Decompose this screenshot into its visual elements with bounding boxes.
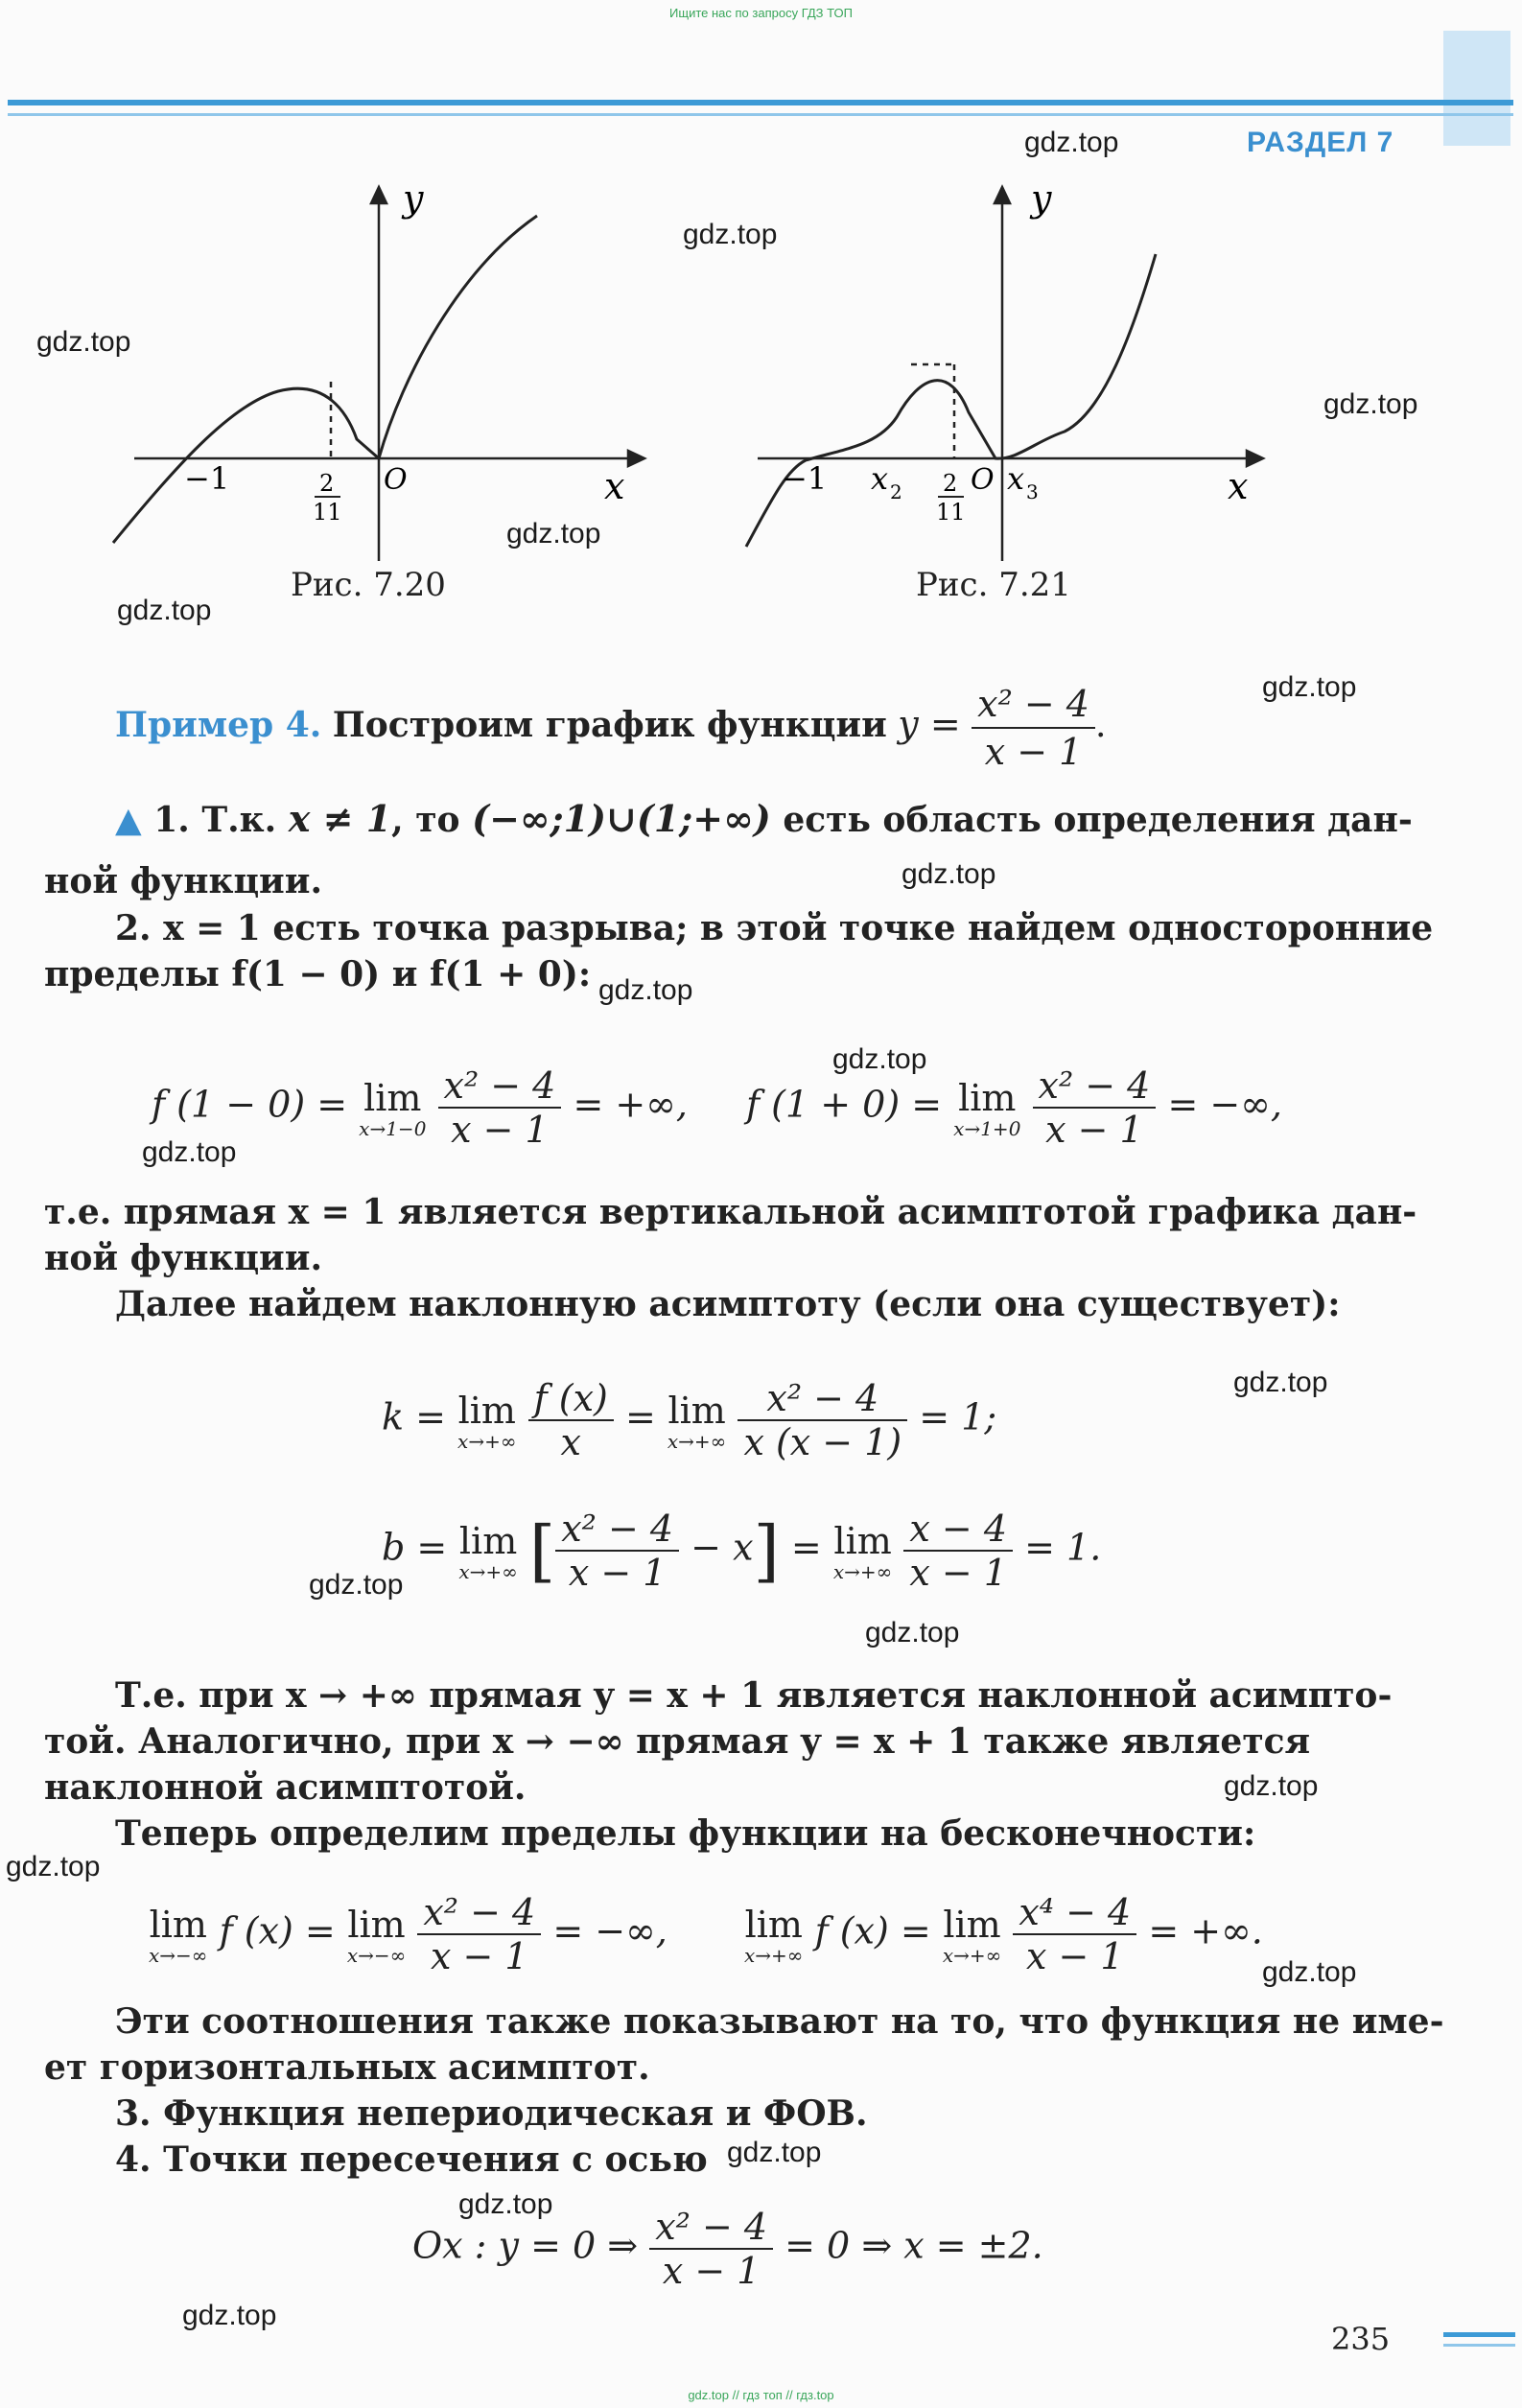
paragraph-5-line-1: Эти соотношения также показывают на то, что функция не име- [115,2001,1444,2042]
axis-label-x: x [604,465,625,507]
watermark: gdz.top [1224,1770,1319,1802]
triangle-icon: ▲ [115,800,142,840]
paragraph-3-line-3: Далее найдем наклонную асимптоту (если она существует): [115,1284,1341,1324]
tick-minus-one: −1 [782,460,828,497]
paragraph-5-line-3: 3. Функция непериодическая и ФОВ. [115,2093,868,2134]
denominator: x − 1 [972,727,1095,775]
paragraph-4-line-2: той. Аналогично, при x → −∞ прямая y = x + 1 также является [44,1721,1311,1762]
watermark: gdz.top [1262,671,1357,703]
equation-one-sided-left: f (1 − 0) = lim x→1−0 $\frac{\text{x² − 4}}{x - 1}$ = +∞, [152,1064,688,1151]
tick-origin: O [384,463,408,497]
tick-x3: x [1007,460,1025,497]
equation-ox-intersection: Ox : y = 0 ⇒ $\frac{\text{x² − 4}}{x - 1}$ = 0 ⇒ x = ±2. [412,2206,1043,2292]
watermark: gdz.top [683,219,778,250]
watermark: gdz.top [1233,1367,1328,1398]
equation-limits-infinity-left: lim x→−∞ f (x) = lim x→−∞ $\frac{\text{x² − 4}}{x - 1}$ = −∞, [149,1891,667,1977]
equation-one-sided-right: f (1 + 0) = lim x→1+0 $\frac{\text{x² − 4}}{x - 1}$ = −∞, [746,1064,1282,1151]
page-number: 235 [1331,2321,1391,2357]
paragraph-4-line-4: Теперь определим пределы функции на бесконечности: [115,1813,1256,1854]
paragraph-4-line-3: наклонной асимптотой. [44,1767,527,1808]
watermark: gdz.top [832,1043,927,1075]
header-block [1443,31,1510,146]
example-end: . [1094,706,1107,745]
tick-frac-num: 2 [319,470,335,497]
bottom-note: gdz.top // гдз топ // гдз.top [688,2388,834,2402]
watermark: gdz.top [506,518,601,549]
watermark: gdz.top [142,1136,237,1168]
paragraph-1-line-2: ной функции. [44,861,322,901]
watermark: gdz.top [117,595,212,626]
x-axis-arrow [628,451,644,466]
watermark: gdz.top [865,1617,960,1648]
example-fraction [972,681,1095,775]
y-axis-arrow [995,187,1010,203]
tick-frac-den: 11 [313,499,342,526]
paragraph-4-line-1: Т.е. при x → +∞ прямая y = x + 1 является наклонной асимпто- [115,1675,1393,1716]
example-label: Пример 4. [115,705,322,745]
tick-minus-one: −1 [184,460,230,497]
numerator: x² − 4 [977,683,1089,725]
watermark: gdz.top [1323,388,1418,420]
paragraph-3-line-1: т.е. прямая x = 1 является вертикальной асимптотой графика дан- [44,1192,1417,1232]
watermark: gdz.top [598,974,693,1006]
watermark: gdz.top [6,1851,101,1882]
example-heading [115,681,1106,775]
tick-x2-sub: 2 [890,480,902,503]
y-axis-arrow [371,187,386,203]
tick-frac-num: 2 [943,470,958,497]
watermark: gdz.top [458,2188,553,2220]
watermark: gdz.top [182,2300,277,2331]
tick-origin: O [971,463,995,497]
watermark: gdz.top [309,1569,404,1601]
paragraph-3-line-2: ной функции. [44,1238,322,1278]
watermark: gdz.top [1262,1956,1357,1988]
figure-caption-7-21: Рис. 7.21 [916,566,1071,604]
footer-line-thin [1443,2344,1515,2347]
watermark: gdz.top [1024,127,1119,158]
axis-label-x: x [1228,465,1249,507]
section-title: РАЗДЕЛ 7 [1247,127,1394,158]
watermark: gdz.top [727,2137,822,2168]
example-text: Построим график функции [332,705,887,745]
paragraph-2-line-2: пределы f(1 − 0) и f(1 + 0): [44,954,592,994]
watermark: gdz.top [36,326,131,358]
footer-line [1443,2332,1515,2337]
example-lhs: y = [898,703,961,745]
header-line [8,100,1513,105]
paragraph-5-line-2: ет горизонтальных асимптот. [44,2047,650,2088]
tick-x3-sub: 3 [1026,480,1039,503]
paragraph-5-line-4: 4. Точки пересечения с осью [115,2139,708,2180]
equation-k: k = lim x→+∞ $\frac{f (x)}{x}$ = lim x→+∞ $\frac{\text{x² − 4}}{x (x - 1)}$ = 1; [382,1377,997,1463]
figure-7-21 [729,182,1285,585]
tick-frac-den: 11 [936,499,966,526]
figure-caption-7-20: Рис. 7.20 [291,566,446,604]
x-axis-arrow [1247,451,1263,466]
equation-limits-infinity-right: lim x→+∞ f (x) = lim x→+∞ $\frac{\text{x⁴ − 4}}{x - 1}$ = +∞. [744,1891,1263,1977]
paragraph-1-line-1: ▲ 1. Т.к. x ≠ 1, то (−∞;1)∪(1;+∞) есть область определения дан- [115,797,1413,840]
tick-x2: x [871,460,889,497]
axis-label-y: y [1031,182,1052,220]
watermark: gdz.top [901,858,996,890]
equation-b: b = lim x→+∞ [ $\frac{\text{x² − 4}}{x - 1}$ − x] = lim x→+∞ $\frac{x - 4}{x - 1}$ = 1. [382,1508,1102,1594]
axis-label-y: y [403,182,424,220]
header-line-thin [8,113,1513,116]
top-note: Ищите нас по запросу ГДЗ ТОП [669,6,853,20]
paragraph-2-line-1: 2. x = 1 есть точка разрыва; в этой точке найдем односторонние [115,908,1434,948]
